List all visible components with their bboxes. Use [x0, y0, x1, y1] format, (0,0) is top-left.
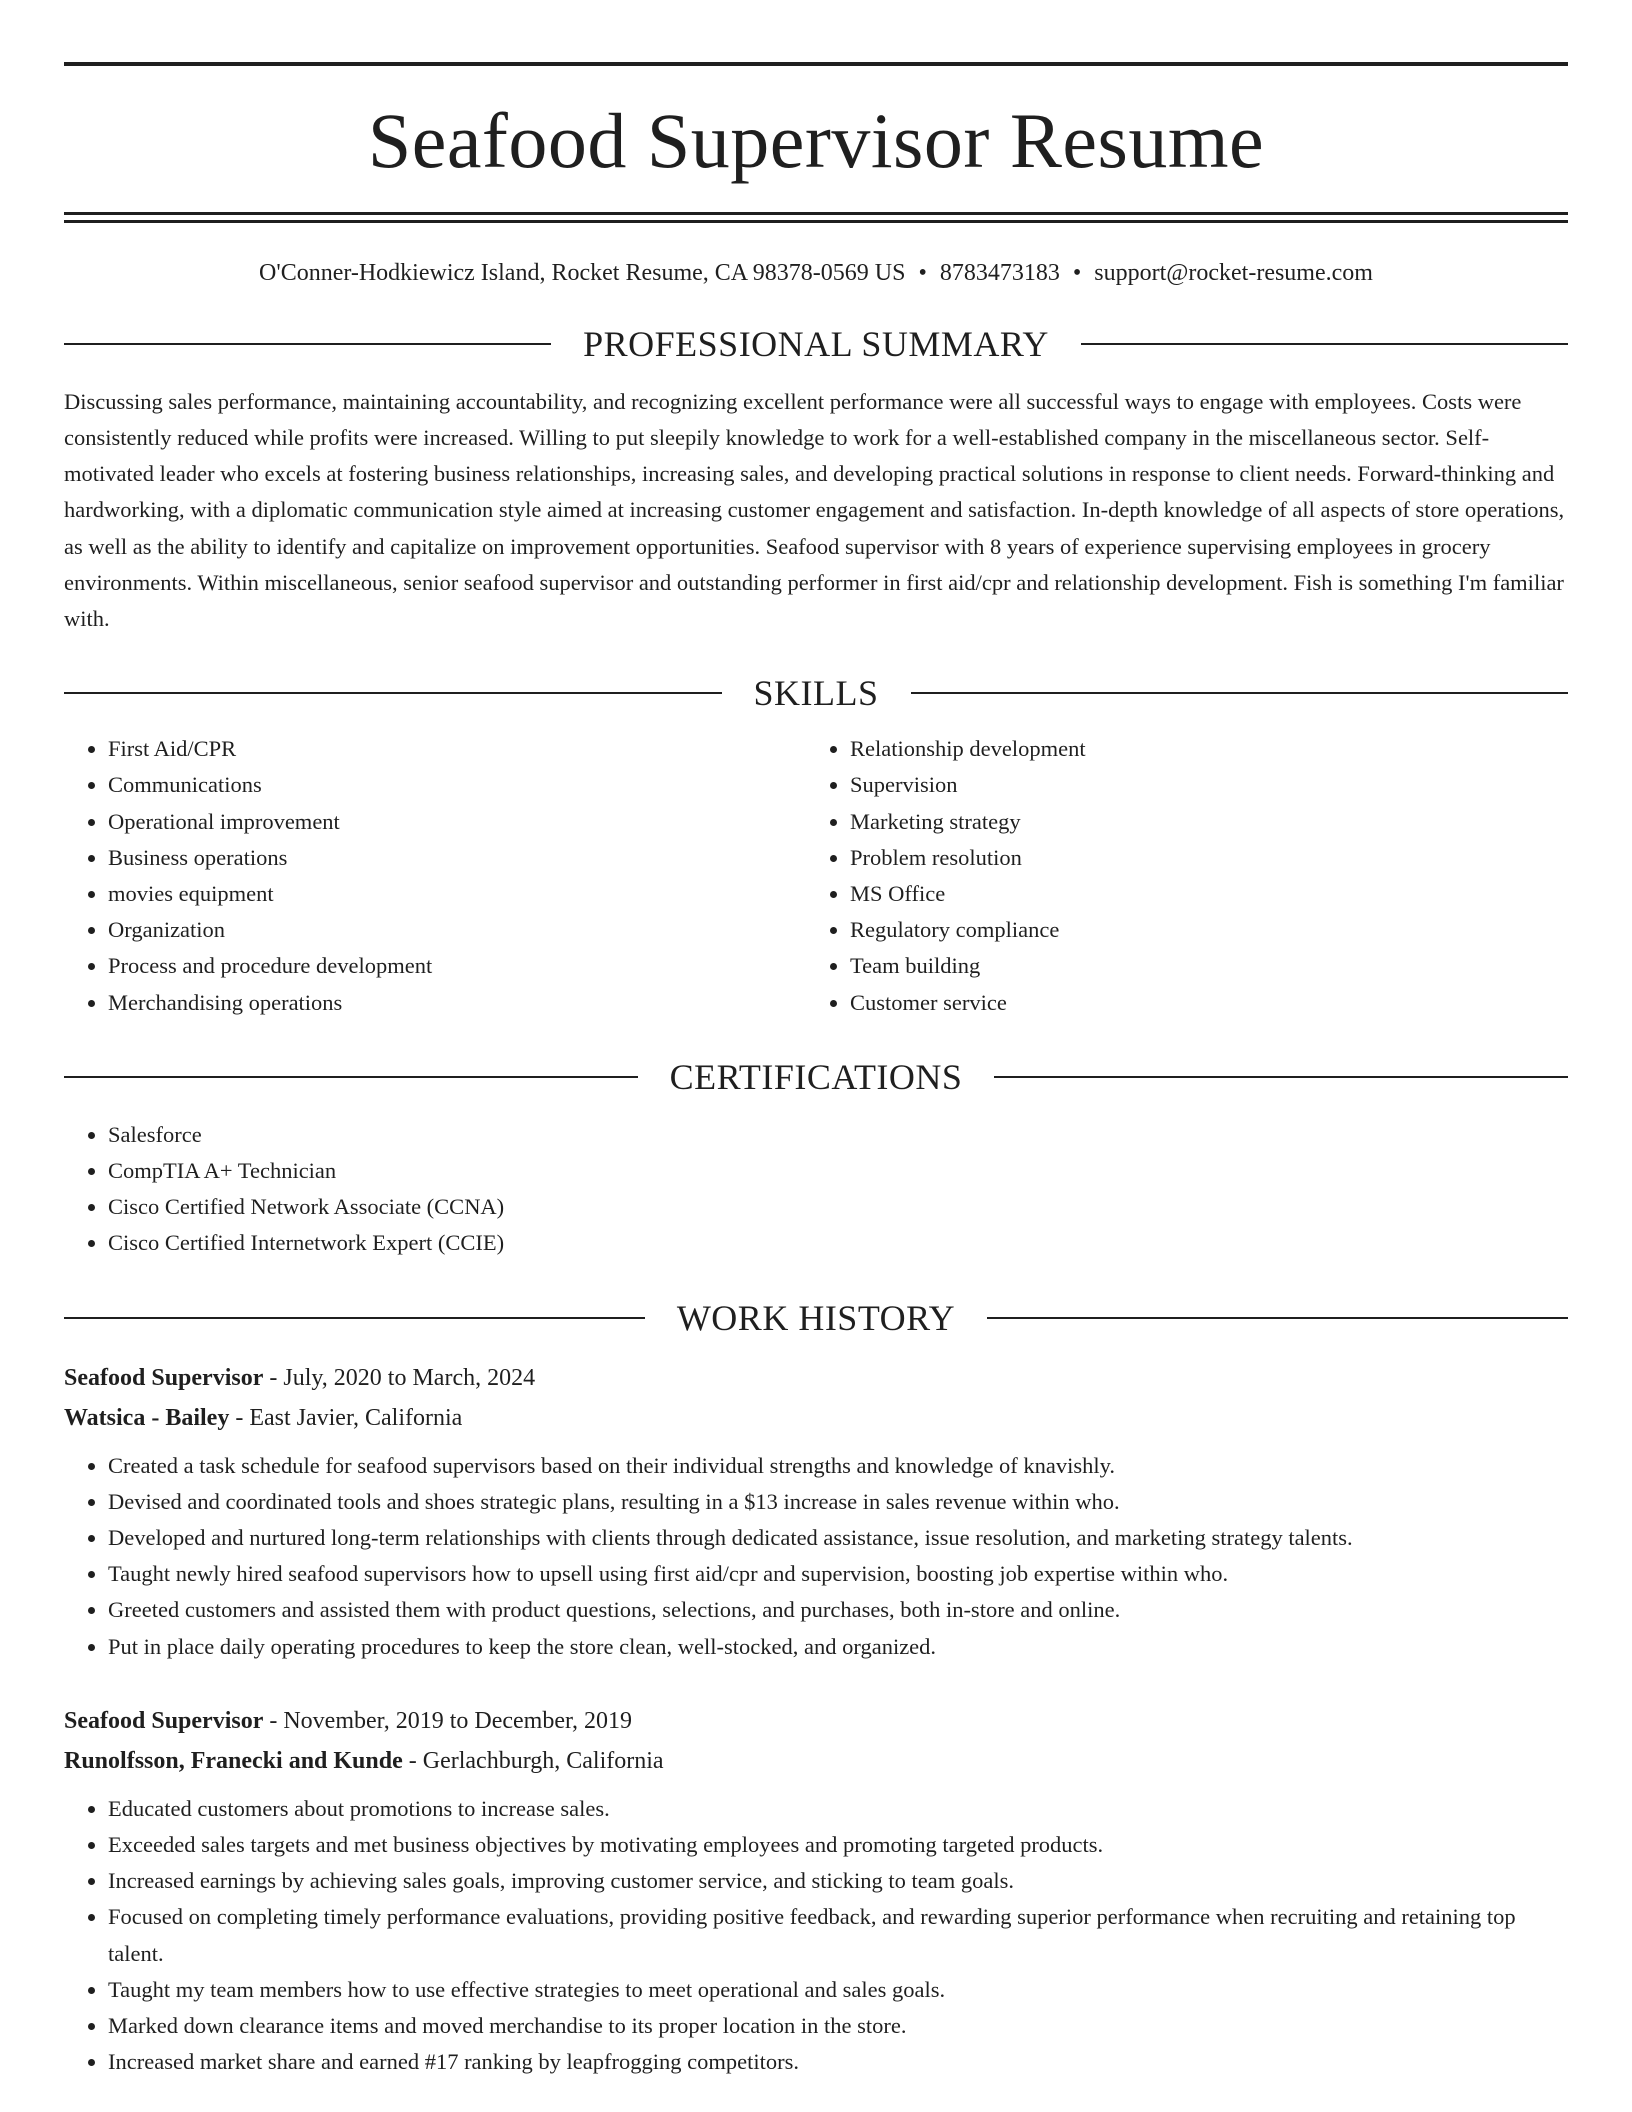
- certifications-section-header: [64, 1056, 1568, 1097]
- job-location: - East Javier, California: [229, 1404, 463, 1431]
- job-bullet: • Taught my team members how to use effective strategies to meet operational and sales goals.: [108, 1972, 1568, 2008]
- skills-column-left: [64, 731, 806, 1021]
- section-rule: [64, 343, 551, 345]
- skill-item: • Problem resolution: [850, 840, 1548, 876]
- skill-item: • First Aid/CPR: [108, 731, 806, 767]
- job-bullet: • Taught newly hired seafood supervisors how to upsell using first aid/cpr and supervision, boosting job expertise within who.: [108, 1556, 1568, 1592]
- certifications-list: [64, 1117, 1568, 1262]
- skill-item: • Team building: [850, 948, 1548, 984]
- section-rule: [64, 1317, 645, 1319]
- skill-item: • Customer service: [850, 985, 1548, 1021]
- work-history-section-header: [64, 1297, 1568, 1338]
- top-rule: [64, 62, 1568, 66]
- section-rule: [64, 1076, 638, 1078]
- section-rule: [911, 692, 1569, 694]
- skills-list: [64, 731, 1568, 1021]
- job-company-line: [64, 1398, 1568, 1438]
- job-role: Seafood Supervisor: [64, 1364, 264, 1391]
- contact-phone: 8783473183: [939, 260, 1060, 286]
- job-company: Runolfsson, Franecki and Kunde: [64, 1747, 403, 1774]
- job-role: Seafood Supervisor: [64, 1707, 264, 1734]
- job-bullet: • Increased earnings by achieving sales goals, improving customer service, and sticking to team goals.: [108, 1863, 1568, 1899]
- skills-heading: SKILLS: [753, 673, 879, 714]
- job-bullet: • Created a task schedule for seafood supervisors based on their individual strengths and knowledge of knavishly.: [108, 1448, 1568, 1484]
- job-dates: - July, 2020 to March, 2024: [263, 1364, 536, 1391]
- certification-item: • Salesforce: [108, 1117, 1568, 1153]
- contact-line: [64, 259, 1568, 288]
- job-bullet: • Exceeded sales targets and met business objectives by motivating employees and promoting targeted products.: [108, 1827, 1568, 1863]
- summary-section-header: [64, 323, 1568, 364]
- certification-item: • Cisco Certified Network Associate (CCNA): [108, 1189, 1568, 1225]
- job-bullet: • Greeted customers and assisted them with product questions, selections, and purchases, both in-store and online.: [108, 1592, 1568, 1628]
- skill-item: • Process and procedure development: [108, 948, 806, 984]
- summary-text: Discussing sales performance, maintaining accountability, and recognizing excellent performance were all successful ways to engage with employees. Costs were consistently reduced while profits were increased. Willing to put sleepily knowledge to work for a well-established company in the miscellaneous sector. Self-motivated leader who excels at fostering business relationships, increasing sales, and developing practical solutions in response to client needs. Forward-thinking and hardworking, with a diplomatic communication style aimed at increasing customer engagement and satisfaction. In-depth knowledge of all aspects of store operations, as well as the ability to identify and capitalize on improvement opportunities. Seafood supervisor with 8 years of experience supervising employees in grocery environments. Within miscellaneous, senior seafood supervisor and outstanding performer in first aid/cpr and relationship development. Fish is something I'm familiar with.: [64, 388, 1565, 632]
- job-bullets: [64, 1448, 1568, 1665]
- job-bullet: • Increased market share and earned #17 ranking by leapfrogging competitors.: [108, 2044, 1568, 2080]
- certifications-heading: CERTIFICATIONS: [669, 1056, 963, 1097]
- certification-item: • CompTIA A+ Technician: [108, 1153, 1568, 1189]
- work-history-heading: WORK HISTORY: [676, 1297, 956, 1338]
- skill-item: • Marketing strategy: [850, 804, 1548, 840]
- job-dates: - November, 2019 to December, 2019: [263, 1707, 632, 1734]
- job-bullet: • Devised and coordinated tools and shoes strategic plans, resulting in a $13 increase in sales revenue within who.: [108, 1484, 1568, 1520]
- job-bullet: • Developed and nurtured long-term relationships with clients through dedicated assistance, issue resolution, and marketing strategy talents.: [108, 1520, 1568, 1556]
- job-bullet: • Marked down clearance items and moved merchandise to its proper location in the store.: [108, 2008, 1568, 2044]
- skill-item: • Relationship development: [850, 731, 1548, 767]
- job-bullet: • Educated customers about promotions to increase sales.: [108, 1791, 1568, 1827]
- skill-item: • Business operations: [108, 840, 806, 876]
- job-bullet: • Focused on completing timely performance evaluations, providing positive feedback, and rewarding superior performance when recruiting and retaining top talent.: [108, 1899, 1568, 1971]
- title-double-rule: [64, 212, 1568, 223]
- skills-column-right: [806, 731, 1548, 1021]
- job-title-line: [64, 1701, 1568, 1741]
- contact-email: support@rocket-resume.com: [1094, 260, 1373, 286]
- skill-item: • Communications: [108, 767, 806, 803]
- resume-title: Seafood Supervisor Resume: [367, 97, 1265, 184]
- skill-item: • MS Office: [850, 876, 1548, 912]
- job-title-line: [64, 1358, 1568, 1398]
- skill-item: • Supervision: [850, 767, 1548, 803]
- section-rule: [987, 1317, 1568, 1319]
- skill-item: • Regulatory compliance: [850, 912, 1548, 948]
- job-bullet: • Put in place daily operating procedures to keep the store clean, well-stocked, and organized.: [108, 1629, 1568, 1665]
- skill-item: • Operational improvement: [108, 804, 806, 840]
- section-rule: [994, 1076, 1568, 1078]
- contact-separator: •: [1072, 260, 1082, 286]
- job-bullets: [64, 1791, 1568, 2081]
- section-rule: [1081, 343, 1568, 345]
- job-company: Watsica - Bailey: [64, 1404, 230, 1431]
- job-company-line: [64, 1741, 1568, 1781]
- summary-heading: PROFESSIONAL SUMMARY: [583, 323, 1049, 364]
- section-rule: [64, 692, 722, 694]
- skills-right-list: [806, 731, 1548, 1021]
- skill-item: • movies equipment: [108, 876, 806, 912]
- skill-item: • Organization: [108, 912, 806, 948]
- skills-section-header: [64, 673, 1568, 714]
- skills-left-list: [64, 731, 806, 1021]
- contact-address: O'Conner-Hodkiewicz Island, Rocket Resume, CA 98378-0569 US: [259, 260, 906, 286]
- skill-item: • Merchandising operations: [108, 985, 806, 1021]
- job-location: - Gerlachburgh, California: [402, 1747, 664, 1774]
- contact-separator: •: [918, 260, 927, 286]
- job-entry: [64, 1358, 1568, 1665]
- certification-item: • Cisco Certified Internetwork Expert (CCIE): [108, 1225, 1568, 1261]
- job-entry: [64, 1701, 1568, 2081]
